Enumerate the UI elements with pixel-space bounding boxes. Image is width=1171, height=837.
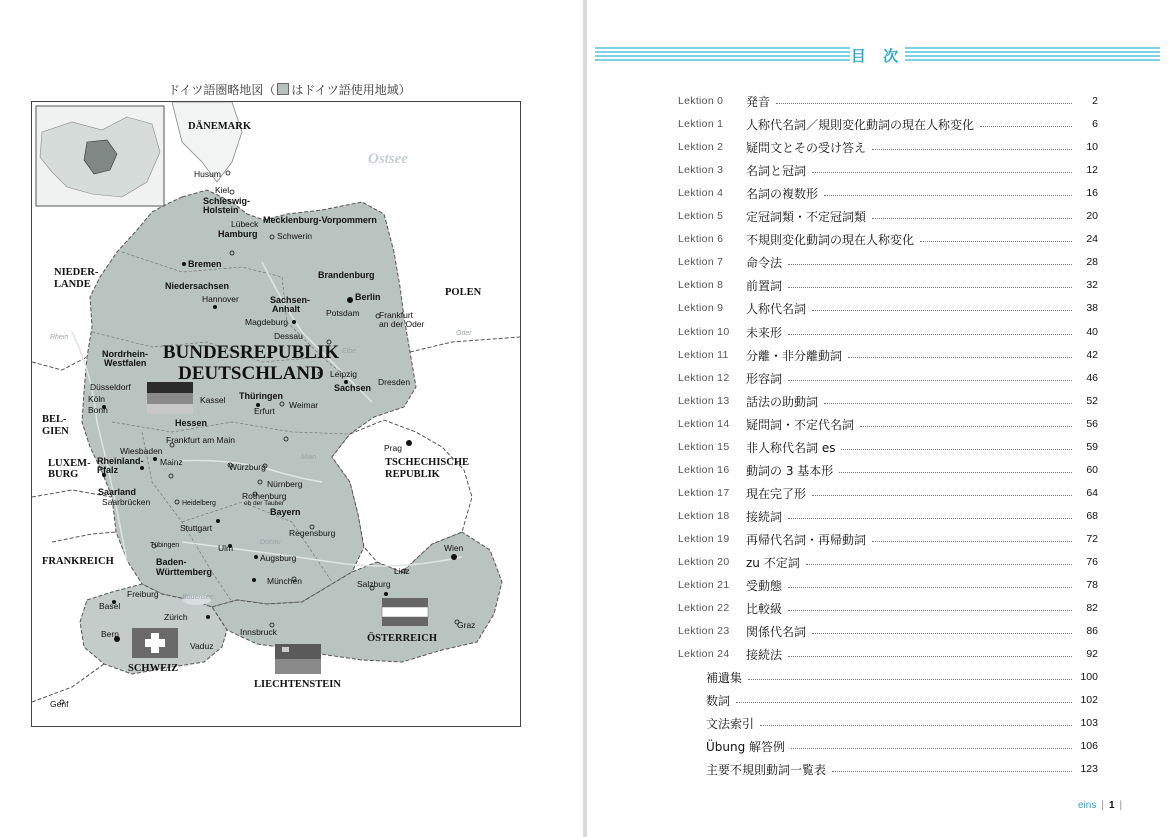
toc-page-number: 86 — [1086, 625, 1098, 637]
toc-leader-dots — [841, 449, 1072, 450]
toc-leader-dots — [788, 518, 1072, 519]
toc-lesson-row — [678, 252, 1098, 272]
toc-entry-title: 接続詞 — [746, 509, 783, 524]
toc-lesson-row — [678, 483, 1098, 503]
toc-leader-dots — [788, 587, 1072, 588]
toc-lesson-row — [678, 391, 1098, 411]
label-holstein: Holstein — [203, 205, 239, 215]
toc-lektion-number: Lektion 9 — [678, 302, 724, 314]
label-tuebingen: Tübingen — [150, 542, 180, 549]
toc-page-number: 38 — [1086, 302, 1098, 314]
toc-page-number: 68 — [1086, 510, 1098, 522]
label-nrw-2: Westfalen — [104, 358, 147, 368]
label-river-donau: Donau — [260, 539, 281, 546]
toc-lektion-number: Lektion 16 — [678, 464, 730, 476]
toc-entry-title: 名詞と冠詞 — [746, 163, 807, 178]
label-luebeck: Lübeck — [231, 219, 259, 229]
toc-lesson-row — [678, 114, 1098, 134]
footer-separator: | — [1101, 800, 1104, 811]
label-erfurt: Erfurt — [254, 406, 275, 416]
map-caption-prefix: ドイツ語圏略地図（ — [168, 83, 276, 97]
toc-entry-title: 疑問詞・不定代名詞 — [746, 417, 855, 432]
toc-leader-dots — [788, 287, 1072, 288]
label-koeln: Köln — [88, 394, 106, 404]
toc-entry-title: 疑問文とその受け答え — [746, 140, 867, 155]
label-rothenburg-2: ob der Tauber — [244, 500, 284, 507]
toc-entry-title: 話法の助動詞 — [746, 394, 819, 409]
label-hessen: Hessen — [175, 418, 208, 428]
label-river-rhein: Rhein — [50, 334, 69, 341]
toc-entry-title: 名詞の複数形 — [746, 186, 819, 201]
toc-lesson-row — [678, 368, 1098, 388]
label-nrw-1: Nordrhein- — [102, 349, 148, 359]
toc-lektion-number: Lektion 4 — [678, 187, 724, 199]
label-niedersachsen: Niedersachsen — [165, 281, 230, 291]
toc-page-number: 92 — [1086, 648, 1098, 660]
toc-lesson-row — [678, 529, 1098, 549]
toc-appendix-row — [706, 713, 1098, 733]
label-regensburg: Regensburg — [289, 528, 336, 538]
toc-lektion-number: Lektion 19 — [678, 533, 730, 545]
toc-page-number: 59 — [1086, 441, 1098, 453]
toc-page-number: 20 — [1086, 210, 1098, 222]
toc-page-number: 16 — [1086, 187, 1098, 199]
toc-leader-dots — [812, 633, 1072, 634]
toc-page-number: 106 — [1080, 740, 1098, 752]
label-rlp-2: Pfalz — [97, 465, 119, 475]
toc-page-number: 82 — [1086, 602, 1098, 614]
toc-page-number: 123 — [1080, 763, 1098, 775]
toc-leader-dots — [824, 403, 1072, 404]
toc-page-number: 52 — [1086, 395, 1098, 407]
label-duesseldorf: Düsseldorf — [90, 382, 131, 392]
label-frankfurt-oder-2: an der Oder — [379, 319, 425, 329]
footer-separator-right: | — [1119, 800, 1123, 811]
footer-page-number: 1 — [1108, 800, 1115, 811]
label-heidelberg: Heidelberg — [182, 500, 216, 507]
toc-lesson-row — [678, 160, 1098, 180]
label-wuerzburg: Würzburg — [229, 462, 266, 472]
toc-lektion-number: Lektion 1 — [678, 118, 724, 130]
label-berlin: Berlin — [355, 292, 381, 302]
label-tschechien-1: TSCHECHISCHE — [385, 457, 470, 468]
toc-page-number: 102 — [1080, 694, 1098, 706]
toc-entry-title: 前置詞 — [746, 278, 783, 293]
toc-lesson-row — [678, 322, 1098, 342]
label-prag: Prag — [384, 443, 402, 453]
toc-leader-dots — [920, 241, 1072, 242]
label-bremen: Bremen — [188, 259, 222, 269]
toc-title: 目 次 — [850, 47, 905, 65]
toc-leader-dots — [848, 357, 1072, 358]
toc-appendix-row — [706, 690, 1098, 710]
toc-entry-title: 関係代名詞 — [746, 624, 807, 639]
toc-lektion-number: Lektion 10 — [678, 326, 730, 338]
label-stuttgart: Stuttgart — [180, 523, 213, 533]
label-sachsen-anhalt-1: Sachsen- — [270, 295, 311, 305]
toc-page-number: 24 — [1086, 233, 1098, 245]
toc-leader-dots — [839, 472, 1072, 473]
toc-page-number: 72 — [1086, 533, 1098, 545]
label-husum: Husum — [194, 169, 221, 179]
label-polen: POLEN — [445, 287, 482, 298]
label-niederlande-2: LANDE — [54, 279, 91, 290]
toc-lesson-row — [678, 345, 1098, 365]
toc-lektion-number: Lektion 24 — [678, 648, 730, 660]
toc-lektion-number: Lektion 15 — [678, 441, 730, 453]
toc-lektion-number: Lektion 5 — [678, 210, 724, 222]
label-freiburg: Freiburg — [127, 589, 159, 599]
toc-lesson-row — [678, 644, 1098, 664]
label-zuerich: Zürich — [164, 612, 188, 622]
toc-appendix-row — [706, 736, 1098, 756]
toc-lektion-number: Lektion 2 — [678, 141, 724, 153]
toc-page-number: 40 — [1086, 326, 1098, 338]
label-hannover: Hannover — [202, 294, 239, 304]
label-linz: Linz — [394, 566, 410, 576]
label-brd-2: DEUTSCHLAND — [178, 363, 324, 384]
toc-leader-dots — [832, 771, 1072, 772]
label-belgien-1: BEL- — [42, 414, 67, 425]
toc-lektion-number: Lektion 13 — [678, 395, 730, 407]
toc-leader-dots — [788, 656, 1072, 657]
toc-lektion-number: Lektion 18 — [678, 510, 730, 522]
label-leipzig: Leipzig — [330, 369, 357, 379]
toc-lesson-row — [678, 575, 1098, 595]
label-river-main: Main — [301, 454, 317, 461]
label-belgien-2: GIEN — [42, 426, 69, 437]
toc-leader-dots — [812, 495, 1072, 496]
label-nuernberg: Nürnberg — [267, 479, 303, 489]
toc-leader-dots — [736, 702, 1072, 703]
toc-lektion-number: Lektion 21 — [678, 579, 730, 591]
toc-page-number: 12 — [1086, 164, 1098, 176]
toc-entry-title: 補遺集 — [706, 670, 743, 685]
toc-page-number: 78 — [1086, 579, 1098, 591]
label-rlp-1: Rheinland- — [97, 456, 144, 466]
toc-lesson-row — [678, 91, 1098, 111]
toc-page-number: 28 — [1086, 256, 1098, 268]
toc-lesson-row — [678, 506, 1098, 526]
toc-leader-dots — [791, 748, 1072, 749]
label-hamburg: Hamburg — [218, 229, 258, 239]
toc-entry-title: 現在完了形 — [746, 486, 807, 501]
toc-page-number: 60 — [1086, 464, 1098, 476]
label-ulm: Ulm — [218, 543, 234, 553]
toc-page-number: 103 — [1080, 717, 1098, 729]
toc-leader-dots — [788, 264, 1072, 265]
label-luxemburg-2: BURG — [48, 469, 79, 480]
toc-page-number: 56 — [1086, 418, 1098, 430]
toc-lesson-row — [678, 229, 1098, 249]
label-sachsen-anhalt-2: Anhalt — [272, 304, 300, 314]
label-schwerin: Schwerin — [277, 231, 312, 241]
toc-appendix-row — [706, 667, 1098, 687]
toc-lesson-row — [678, 414, 1098, 434]
label-dessau: Dessau — [274, 331, 303, 341]
toc-entry-title: 非人称代名詞 es — [746, 440, 836, 455]
toc-lektion-number: Lektion 7 — [678, 256, 724, 268]
toc-lektion-number: Lektion 22 — [678, 602, 730, 614]
toc-lesson-row — [678, 298, 1098, 318]
toc-leader-dots — [872, 218, 1072, 219]
toc-entry-title: 文法索引 — [706, 716, 755, 731]
label-salzburg: Salzburg — [357, 579, 391, 589]
toc-entry-title: 発音 — [746, 94, 771, 109]
label-luxemburg-1: LUXEM- — [48, 458, 91, 469]
label-daenemark: DÄNEMARK — [188, 121, 251, 132]
label-sachsen: Sachsen — [334, 383, 372, 393]
toc-entry-title: 人称代名詞／規則変化動詞の現在人称変化 — [746, 117, 975, 132]
label-bw-2: Württemberg — [156, 567, 212, 577]
toc-leader-dots — [788, 380, 1072, 381]
toc-leader-dots — [788, 334, 1072, 335]
label-mainz: Mainz — [160, 457, 183, 467]
toc-entry-title: 不規則変化動詞の現在人称変化 — [746, 232, 915, 247]
toc-lesson-row — [678, 552, 1098, 572]
toc-page-number: 10 — [1086, 141, 1098, 153]
toc-leader-dots — [748, 679, 1072, 680]
label-muenchen: München — [267, 576, 302, 586]
label-saarbruecken: Saarbrücken — [102, 497, 151, 507]
label-dresden: Dresden — [378, 377, 411, 387]
toc-leader-dots — [812, 172, 1072, 173]
toc-entry-title: 比較級 — [746, 601, 783, 616]
label-bern: Bern — [101, 629, 119, 639]
toc-entry-title: 分離・非分離動詞 — [746, 348, 843, 363]
label-rothenburg-1: Rothenburg — [242, 491, 287, 501]
toc-entry-title: 命令法 — [746, 255, 783, 270]
toc-lesson-row — [678, 460, 1098, 480]
toc-page-number: 42 — [1086, 349, 1098, 361]
label-weimar: Weimar — [289, 400, 319, 410]
toc-page-number: 100 — [1080, 671, 1098, 683]
toc-leader-dots — [760, 725, 1072, 726]
label-magdeburg: Magdeburg — [245, 317, 289, 327]
label-schweiz: SCHWEIZ — [128, 663, 179, 674]
label-thueringen: Thüringen — [239, 391, 283, 401]
label-frankfurt-main: Frankfurt am Main — [166, 435, 235, 445]
toc-page-number: 2 — [1092, 95, 1098, 107]
label-frankfurt-oder-1: Frankfurt — [379, 310, 414, 320]
toc-lektion-number: Lektion 3 — [678, 164, 724, 176]
toc-lektion-number: Lektion 14 — [678, 418, 730, 430]
toc-entry-title: Übung 解答例 — [706, 739, 786, 754]
toc-lesson-row — [678, 206, 1098, 226]
toc-entry-title: 主要不規則動詞一覧表 — [706, 762, 827, 777]
label-innsbruck: Innsbruck — [240, 627, 277, 637]
toc-appendix-row — [706, 759, 1098, 779]
toc-lektion-number: Lektion 17 — [678, 487, 730, 499]
toc-lektion-number: Lektion 20 — [678, 556, 730, 568]
label-basel: Basel — [99, 601, 121, 611]
label-oesterreich: ÖSTERREICH — [367, 633, 438, 644]
toc-lektion-number: Lektion 11 — [678, 349, 729, 361]
toc-entry-title: 受動態 — [746, 578, 783, 593]
toc-entry-title: 接続法 — [746, 647, 783, 662]
label-schleswig: Schleswig- — [203, 196, 251, 206]
label-kassel: Kassel — [200, 395, 226, 405]
label-frankreich: FRANKREICH — [42, 556, 114, 567]
toc-lesson-row — [678, 275, 1098, 295]
label-saarland: Saarland — [98, 487, 137, 497]
toc-lesson-row — [678, 437, 1098, 457]
toc-leader-dots — [812, 310, 1072, 311]
toc-entry-title: 再帰代名詞・再帰動詞 — [746, 532, 867, 547]
label-potsdam: Potsdam — [326, 308, 360, 318]
label-graz: Graz — [457, 620, 476, 630]
toc-lesson-row — [678, 598, 1098, 618]
toc-entry-title: 動詞の 3 基本形 — [746, 463, 834, 478]
label-augsburg: Augsburg — [260, 553, 297, 563]
label-bodensee: Bodensee — [182, 594, 214, 601]
toc-leader-dots — [824, 195, 1072, 196]
toc-entry-title: 数詞 — [706, 693, 731, 708]
toc-leader-dots — [860, 426, 1072, 427]
toc-leader-dots — [788, 610, 1072, 611]
toc-leader-dots — [806, 564, 1072, 565]
toc-page-number: 32 — [1086, 279, 1098, 291]
toc-lektion-number: Lektion 8 — [678, 279, 724, 291]
label-bayern: Bayern — [270, 507, 301, 517]
label-brandenburg: Brandenburg — [318, 270, 375, 280]
toc-page-number: 64 — [1086, 487, 1098, 499]
label-tschechien-2: REPUBLIK — [385, 469, 440, 480]
toc-lesson-row — [678, 621, 1098, 641]
toc-lesson-row — [678, 137, 1098, 157]
toc-page-number: 46 — [1086, 372, 1098, 384]
label-liechtenstein: LIECHTENSTEIN — [254, 679, 341, 690]
label-kiel: Kiel — [215, 185, 230, 195]
label-bonn: Bonn — [88, 405, 108, 415]
toc-page-number: 6 — [1092, 118, 1098, 130]
footer-book-name: eins — [1078, 800, 1097, 811]
toc-entry-title: 形容詞 — [746, 371, 783, 386]
label-vaduz: Vaduz — [190, 641, 214, 651]
toc-page-number: 76 — [1086, 556, 1098, 568]
label-ostsee: Ostsee — [368, 151, 408, 167]
label-brd-1: BUNDESREPUBLIK — [162, 342, 340, 363]
toc-leader-dots — [980, 126, 1072, 127]
toc-entry-title: 人称代名詞 — [746, 301, 807, 316]
toc-entry-title: 定冠詞類・不定冠詞類 — [746, 209, 867, 224]
toc-lesson-row — [678, 183, 1098, 203]
toc-lektion-number: Lektion 23 — [678, 625, 730, 637]
label-wien: Wien — [444, 543, 464, 553]
label-genf: Genf — [50, 699, 69, 709]
toc-leader-dots — [872, 149, 1072, 150]
toc-leader-dots — [872, 541, 1072, 542]
label-bw-1: Baden- — [156, 557, 187, 567]
label-mecklenburg: Mecklenburg-Vorpommern — [263, 215, 377, 225]
toc-lektion-number: Lektion 0 — [678, 95, 724, 107]
toc-entry-title: 未来形 — [746, 325, 783, 340]
toc-leader-dots — [776, 103, 1072, 104]
toc-lektion-number: Lektion 6 — [678, 233, 724, 245]
toc-entry-title: zu 不定詞 — [746, 555, 800, 570]
toc-lektion-number: Lektion 12 — [678, 372, 730, 384]
page-footer — [1078, 800, 1127, 811]
label-river-elbe: Elbe — [342, 348, 357, 355]
label-niederlande-1: NIEDER- — [54, 267, 99, 278]
map-caption-suffix: はドイツ語使用地域） — [291, 83, 411, 97]
label-river-oder: Oder — [456, 330, 472, 337]
label-wiesbaden: Wiesbaden — [120, 446, 163, 456]
